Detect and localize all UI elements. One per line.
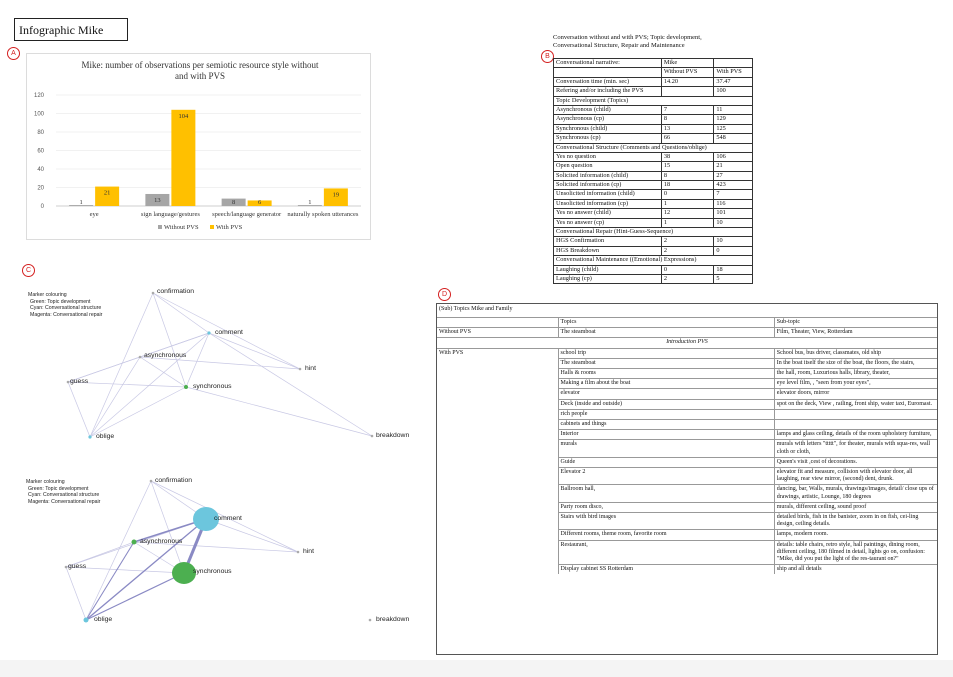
row-value: 15 xyxy=(661,162,714,171)
row-value: Without PVS xyxy=(661,68,714,77)
row-label: Open question xyxy=(554,162,662,171)
marker-c: C xyxy=(22,264,35,277)
label-guess: guess xyxy=(68,563,87,570)
node-comment xyxy=(207,331,210,334)
table-row xyxy=(554,256,753,265)
y-tick-label: 100 xyxy=(33,111,44,118)
row-value: 18 xyxy=(714,265,753,274)
table-b-header: Conversation without and with PVS; Topic development, Conversational Structure, Repair and Maintenance xyxy=(553,34,702,49)
row-value: 8 xyxy=(661,115,714,124)
row-value: 106 xyxy=(714,152,753,161)
subtopic-cell: Queen's visit ,cest of decorations. xyxy=(774,457,937,467)
topic-cell: Display cabinet SS Rotterdam xyxy=(558,565,774,575)
row-value: 18 xyxy=(661,181,714,190)
table-row xyxy=(437,530,937,540)
label-synchronous: synchronous xyxy=(193,383,232,390)
empty-cell xyxy=(437,409,558,419)
table-row xyxy=(554,124,753,133)
subtopic-cell: elevator doors, mirror xyxy=(774,389,937,399)
label-asynchronous: asynchronous xyxy=(144,352,187,359)
table-row xyxy=(437,468,937,485)
table-row xyxy=(437,318,937,328)
row-label: Unsolicited information (child) xyxy=(554,190,662,199)
row-value: 27 xyxy=(714,171,753,180)
marker-b: B xyxy=(541,50,554,63)
subtopic-cell: dancing, bar, Walls, murals, drawings/images, detail/ close ups of drawings, artistic, Lounge, 180 degrees xyxy=(774,485,937,502)
row-value: 1 xyxy=(661,199,714,208)
legend-line: Cyan: Conversational structure xyxy=(28,492,100,498)
row-label: Yes no answer (child) xyxy=(554,209,662,218)
row-label: Asynchronous (cp) xyxy=(554,115,662,124)
data-label: 13 xyxy=(154,196,161,204)
y-tick-label: 0 xyxy=(40,204,44,210)
legend-line: Green: Topic development xyxy=(28,485,89,492)
table-row xyxy=(437,565,937,575)
row-label: Laughing (child) xyxy=(554,265,662,274)
table-row xyxy=(554,190,753,199)
empty-cell xyxy=(437,318,558,328)
empty-cell xyxy=(437,379,558,389)
row-value: 2 xyxy=(661,246,714,255)
table-row xyxy=(437,379,937,389)
col-topics: Topics xyxy=(558,318,774,328)
topic-cell: Different rooms, theme room, favorite room xyxy=(558,530,774,540)
table-row xyxy=(437,328,937,338)
table-row xyxy=(437,502,937,512)
topic-cell: Elevator 2 xyxy=(558,468,774,485)
table-row xyxy=(554,77,753,86)
row-value: 0 xyxy=(661,190,714,199)
node-confirmation xyxy=(152,292,155,295)
table-row xyxy=(554,199,753,208)
topic-cell: Party room disco, xyxy=(558,502,774,512)
section-header: Conversational Repair (Hint-Guess-Sequence) xyxy=(554,228,753,237)
empty-cell xyxy=(437,513,558,530)
row-value xyxy=(661,87,714,96)
table-row xyxy=(554,171,753,180)
node-guess xyxy=(65,566,68,569)
label-oblige: oblige xyxy=(94,616,113,623)
section-header: Conversational Maintenance ((Emotional) Expressions) xyxy=(554,256,753,265)
row-value: With PVS xyxy=(714,68,753,77)
without-subtopic: Film, Theater, View, Rotterdam xyxy=(774,328,937,338)
row-label: Conversation time (min. sec) xyxy=(554,77,662,86)
node-synchronous xyxy=(184,385,188,389)
empty-cell xyxy=(437,440,558,457)
row-value: 2 xyxy=(661,237,714,246)
y-tick-label: 80 xyxy=(37,130,44,136)
y-tick-label: 60 xyxy=(37,148,44,155)
data-label: 8 xyxy=(232,199,236,206)
legend-swatch xyxy=(158,225,162,229)
row-value: 5 xyxy=(714,274,753,283)
table-row xyxy=(437,369,937,379)
bar-with-pvs xyxy=(171,110,195,206)
legend-line: Green: Topic development xyxy=(30,298,91,305)
topic-cell: school trip xyxy=(558,348,774,358)
node-hint xyxy=(297,551,300,554)
subtopic-cell: murals with letters "ttttt", for theater, murals with squa-res, wall cloth or cloth, xyxy=(774,440,937,457)
row-value: 0 xyxy=(661,265,714,274)
table-row xyxy=(554,265,753,274)
label-breakdown: breakdown xyxy=(376,616,410,623)
row-value: 37.47 xyxy=(714,77,753,86)
table-row xyxy=(437,457,937,467)
edge xyxy=(186,387,372,436)
row-label: HGS Confirmation xyxy=(554,237,662,246)
y-tick-label: 20 xyxy=(37,185,44,192)
data-label: 104 xyxy=(178,112,189,120)
table-row xyxy=(437,399,937,409)
topic-cell: rich people xyxy=(558,409,774,419)
row-label: HGS Breakdown xyxy=(554,246,662,255)
row-value: 1 xyxy=(661,218,714,227)
col-subtopic: Sub-topic xyxy=(774,318,937,328)
marker-d: D xyxy=(438,288,451,301)
data-label: 6 xyxy=(258,199,262,206)
node-oblige xyxy=(84,618,89,623)
table-title: (Sub) Topics Mike and Family xyxy=(439,306,513,312)
table-row xyxy=(554,96,753,105)
edge xyxy=(209,333,372,436)
label-breakdown: breakdown xyxy=(376,432,410,439)
edge xyxy=(90,293,153,437)
chart-title: Mike: number of observations per semiotic resource style without and with PVS xyxy=(81,60,319,81)
empty-cell xyxy=(437,358,558,368)
empty-cell xyxy=(437,540,558,565)
legend-line: Cyan: Conversational structure xyxy=(30,305,102,311)
network-graph-top xyxy=(0,280,430,460)
edge xyxy=(68,382,90,437)
edge xyxy=(153,293,186,387)
row-value: 38 xyxy=(661,152,714,161)
row-value: 101 xyxy=(714,209,753,218)
node-breakdown xyxy=(369,619,372,622)
node-confirmation xyxy=(150,480,153,483)
subtopic-cell: the hall, room, Luxurious halls, library, theater, xyxy=(774,369,937,379)
row-value: 0 xyxy=(714,246,753,255)
row-value: 7 xyxy=(714,190,753,199)
legend-label: Without PVS xyxy=(164,224,199,231)
marker-a: A xyxy=(7,47,20,60)
label-guess: guess xyxy=(70,378,89,385)
subtopic-cell: detailed birds, fish in the banister, zoom in on fish, cei-ling design, ceiling details. xyxy=(774,513,937,530)
x-tick-label: speech/language generator xyxy=(212,211,282,218)
topic-cell: Guide xyxy=(558,457,774,467)
table-row xyxy=(554,115,753,124)
table-row xyxy=(554,68,753,77)
x-tick-label: naturally spoken utterances xyxy=(287,211,359,218)
section-header: Conversational Structure (Comments and Questions/oblige) xyxy=(554,143,753,152)
label-hint: hint xyxy=(303,548,314,555)
edge xyxy=(90,357,140,437)
row-value: Mike xyxy=(661,59,714,68)
subtopic-cell: In the boat itself the size of the boat, the floors, the stairs, xyxy=(774,358,937,368)
empty-cell xyxy=(437,420,558,430)
empty-cell xyxy=(437,399,558,409)
node-asynchronous xyxy=(132,540,137,545)
topic-cell: cabinets and things xyxy=(558,420,774,430)
topic-cell: Interior xyxy=(558,430,774,440)
table-row xyxy=(437,420,937,430)
topic-cell: Halls & rooms xyxy=(558,369,774,379)
edge xyxy=(66,567,86,620)
row-label: Unsolicited information (cp) xyxy=(554,199,662,208)
topic-cell: Ballroom hall, xyxy=(558,485,774,502)
table-row xyxy=(437,440,937,457)
node-asynchronous xyxy=(139,356,142,359)
row-value: 66 xyxy=(661,134,714,143)
section-header: Topic Development (Topics) xyxy=(554,96,753,105)
empty-cell xyxy=(437,485,558,502)
table-row xyxy=(437,540,937,565)
table-row xyxy=(554,105,753,114)
row-value: 13 xyxy=(661,124,714,133)
conversation-table xyxy=(553,58,753,284)
edge xyxy=(90,387,186,437)
topic-cell: Making a film about the boat xyxy=(558,379,774,389)
bar-chart xyxy=(26,53,371,240)
empty-cell xyxy=(437,389,558,399)
table-row xyxy=(554,209,753,218)
empty-cell xyxy=(437,468,558,485)
row-value: 129 xyxy=(714,115,753,124)
without-label: Without PVS xyxy=(437,328,558,338)
table-row xyxy=(437,304,937,318)
row-value: 8 xyxy=(661,171,714,180)
row-value: 7 xyxy=(661,105,714,114)
label-comment: comment xyxy=(214,515,242,522)
topic-cell: murals xyxy=(558,440,774,457)
data-label: 1 xyxy=(79,199,83,206)
row-value: 548 xyxy=(714,134,753,143)
row-value: 21 xyxy=(714,162,753,171)
node-guess xyxy=(67,381,70,384)
y-tick-label: 120 xyxy=(33,93,44,99)
table-row xyxy=(554,143,753,152)
row-value: 116 xyxy=(714,199,753,208)
empty-cell xyxy=(437,530,558,540)
row-label xyxy=(554,68,662,77)
row-value: 11 xyxy=(714,105,753,114)
row-value xyxy=(714,59,753,68)
table-row xyxy=(437,389,937,399)
table-row xyxy=(437,358,937,368)
empty-cell xyxy=(437,565,558,575)
edge xyxy=(68,333,209,382)
node-oblige xyxy=(88,435,91,438)
bottom-bar xyxy=(0,660,953,677)
intro-pvs: Introduction PVS xyxy=(437,338,937,348)
row-label: Laughing (cp) xyxy=(554,274,662,283)
network-graph-bottom xyxy=(0,470,430,640)
subtopic-cell xyxy=(774,409,937,419)
label-asynchronous: asynchronous xyxy=(140,538,183,545)
table-row xyxy=(554,87,753,96)
table-row xyxy=(554,152,753,161)
empty-cell xyxy=(437,430,558,440)
edge xyxy=(86,481,151,620)
row-label: Refering and/or including the PVS xyxy=(554,87,662,96)
legend-line: Magenta: Conversational repair xyxy=(30,311,103,318)
edge xyxy=(140,357,186,387)
row-label: Solicited information (child) xyxy=(554,171,662,180)
table-row xyxy=(554,134,753,143)
table-row xyxy=(554,181,753,190)
data-label: 1 xyxy=(308,199,312,206)
subtopic-cell: ship and all details xyxy=(774,565,937,575)
subtopic-cell: murals, different ceiling, sound proof xyxy=(774,502,937,512)
subtopic-cell: elevator fit and measure, collision with elevator door, all laughing, rear view mirror, (second) dent, drunk. xyxy=(774,468,937,485)
legend-title: Marker colouring xyxy=(28,292,67,298)
row-label: Asynchronous (child) xyxy=(554,105,662,114)
label-confirmation: confirmation xyxy=(155,477,193,484)
table-row xyxy=(437,485,937,502)
label-oblige: oblige xyxy=(96,433,115,440)
with-label: With PVS xyxy=(437,348,558,358)
topics-table xyxy=(437,304,937,574)
table-row xyxy=(554,218,753,227)
empty-cell xyxy=(437,369,558,379)
topic-cell: Restaurant, xyxy=(558,540,774,565)
subtopic-cell: lamps, modern room. xyxy=(774,530,937,540)
empty-cell xyxy=(437,502,558,512)
label-comment: comment xyxy=(215,329,243,336)
subtopic-cell: spot on the deck, View , railing, front ship, water taxi, Euromast. xyxy=(774,399,937,409)
topic-cell: The steamboat xyxy=(558,358,774,368)
table-row xyxy=(437,348,937,358)
table-row xyxy=(437,430,937,440)
subtopic-cell xyxy=(774,420,937,430)
row-value: 2 xyxy=(661,274,714,283)
x-tick-label: sign language/gestures xyxy=(140,211,200,218)
row-value: 423 xyxy=(714,181,753,190)
row-label: Yes no answer (cp) xyxy=(554,218,662,227)
edge xyxy=(153,293,209,333)
legend-label: With PVS xyxy=(216,224,243,231)
table-row xyxy=(554,237,753,246)
page-title: Infographic Mike xyxy=(14,18,128,41)
subtopic-cell: School bus, bus driver, classmates, old ship xyxy=(774,348,937,358)
row-label: Solicited information (cp) xyxy=(554,181,662,190)
legend-title: Marker colouring xyxy=(26,479,65,485)
edge xyxy=(209,333,300,369)
row-label: Synchronous (cp) xyxy=(554,134,662,143)
row-value: 14.20 xyxy=(661,77,714,86)
subtopic-cell: eye level film, , "seen from your eyes", xyxy=(774,379,937,389)
table-row xyxy=(437,409,937,419)
data-label: 21 xyxy=(103,189,111,197)
subtopic-cell: details: table chairs, retro style, hall paintings, dining room, different ceiling, 180 filmed in detail, lights go on, confusion: "Mike, did you put the light of the res-taurant on?" xyxy=(774,540,937,565)
topic-cell: Deck (inside and outside) xyxy=(558,399,774,409)
node-hint xyxy=(299,368,302,371)
row-value: 125 xyxy=(714,124,753,133)
data-label: 19 xyxy=(332,191,340,199)
y-tick-label: 40 xyxy=(37,167,44,173)
topic-cell: Stairs with bird images xyxy=(558,513,774,530)
table-row xyxy=(554,162,753,171)
topic-cell: elevator xyxy=(558,389,774,399)
table-row xyxy=(437,338,937,348)
label-hint: hint xyxy=(305,365,316,372)
legend-swatch xyxy=(210,225,214,229)
table-row xyxy=(554,228,753,237)
row-value: 10 xyxy=(714,237,753,246)
row-label: Conversational narrative: xyxy=(554,59,662,68)
table-row xyxy=(554,59,753,68)
table-row xyxy=(554,246,753,255)
node-breakdown xyxy=(371,435,374,438)
row-value: 10 xyxy=(714,218,753,227)
table-row xyxy=(554,274,753,283)
row-value: 12 xyxy=(661,209,714,218)
row-label: Synchronous (child) xyxy=(554,124,662,133)
legend-line: Magenta: Conversational repair xyxy=(28,498,101,505)
without-topic: The steamboat xyxy=(558,328,774,338)
subtopic-cell: lamps and glass ceiling, details of the room upholstery furniture, xyxy=(774,430,937,440)
table-row xyxy=(437,513,937,530)
empty-cell xyxy=(437,457,558,467)
label-confirmation: confirmation xyxy=(157,288,195,295)
x-tick-label: eye xyxy=(89,211,99,218)
label-synchronous: synchronous xyxy=(193,568,232,575)
edge xyxy=(90,333,209,437)
edge xyxy=(186,333,209,387)
row-label: Yes no question xyxy=(554,152,662,161)
row-value: 100 xyxy=(714,87,753,96)
